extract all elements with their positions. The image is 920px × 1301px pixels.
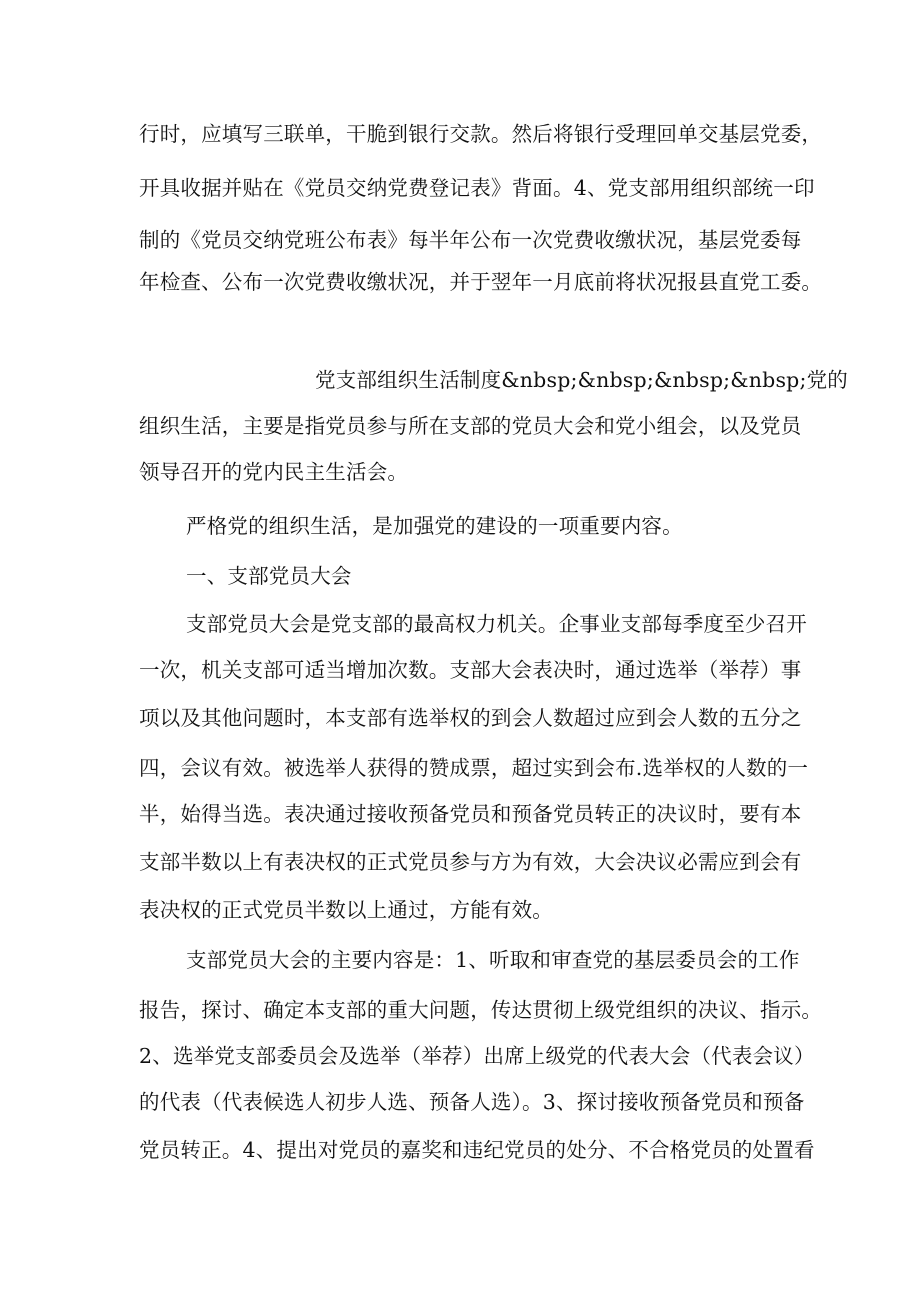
body-text-line: 组织生活，主要是指党员参与所在支部的党员大会和党小组会，以及党员 bbox=[139, 414, 802, 438]
body-text-line: 领导召开的党内民主生活会。 bbox=[139, 460, 409, 484]
body-text-line: 党员转正。4、提出对党员的嘉奖和违纪党员的处分、不合格党员的处置看 bbox=[139, 1138, 815, 1162]
body-text-line: 制的《党员交纳党班公布表》每半年公布一次党费收缴状况，基层党委每 bbox=[139, 228, 802, 252]
paragraph-line: 支部党员大会是党支部的最高权力机关。企事业支部每季度至少召开 bbox=[186, 612, 807, 636]
body-text-line: 一次，机关支部可适当增加次数。支部大会表决时，通过选举（举荐）事 bbox=[139, 658, 802, 682]
body-text-line: 四，会议有效。被选举人获得的赞成票，超过实到会布.选举权的人数的一 bbox=[139, 756, 809, 780]
paragraph-line: 严格党的组织生活，是加强党的建设的一项重要内容。 bbox=[186, 514, 683, 538]
body-text-line: 行时，应填写三联单，干脆到银行交款。然后将银行受理回单交基层党委， bbox=[139, 122, 823, 146]
body-text-line: 项以及其他问题时，本支部有选举权的到会人数超过应到会人数的五分之 bbox=[139, 706, 802, 730]
paragraph-line: 支部党员大会的主要内容是：1、听取和审查党的基层委员会的工作 bbox=[186, 948, 800, 972]
body-text-line: 半，始得当选。表决通过接收预备党员和预备党员转正的决议时，要有本 bbox=[139, 802, 802, 826]
body-text-line: 年检查、公布一次党费收缴状况，并于翌年一月底前将状况报县直党工委。 bbox=[139, 270, 823, 294]
section-heading-line: 党支部组织生活制度&nbsp;&nbsp;&nbsp;&nbsp;党的 bbox=[315, 368, 848, 392]
body-text-line: 的代表（代表候选人初步人选、预备人选）。3、探讨接收预备党员和预备 bbox=[139, 1090, 805, 1114]
body-text-line: 开具收据并贴在《党员交纳党费登记表》背面。4、党支部用组织部统一印 bbox=[139, 176, 815, 200]
body-text-line: 2、选举党支部委员会及选举（举荐）出席上级党的代表大会（代表会议） bbox=[139, 1044, 815, 1068]
body-text-line: 报告，探讨、确定本支部的重大问题，传达贯彻上级党组织的决议、指示。 bbox=[139, 998, 823, 1022]
subheading-line: 一、支部党员大会 bbox=[186, 564, 352, 588]
body-text-line: 表决权的正式党员半数以上通过，方能有效。 bbox=[139, 898, 553, 922]
body-text-line: 支部半数以上有表决权的正式党员参与方为有效，大会决议必需应到会有 bbox=[139, 850, 802, 874]
